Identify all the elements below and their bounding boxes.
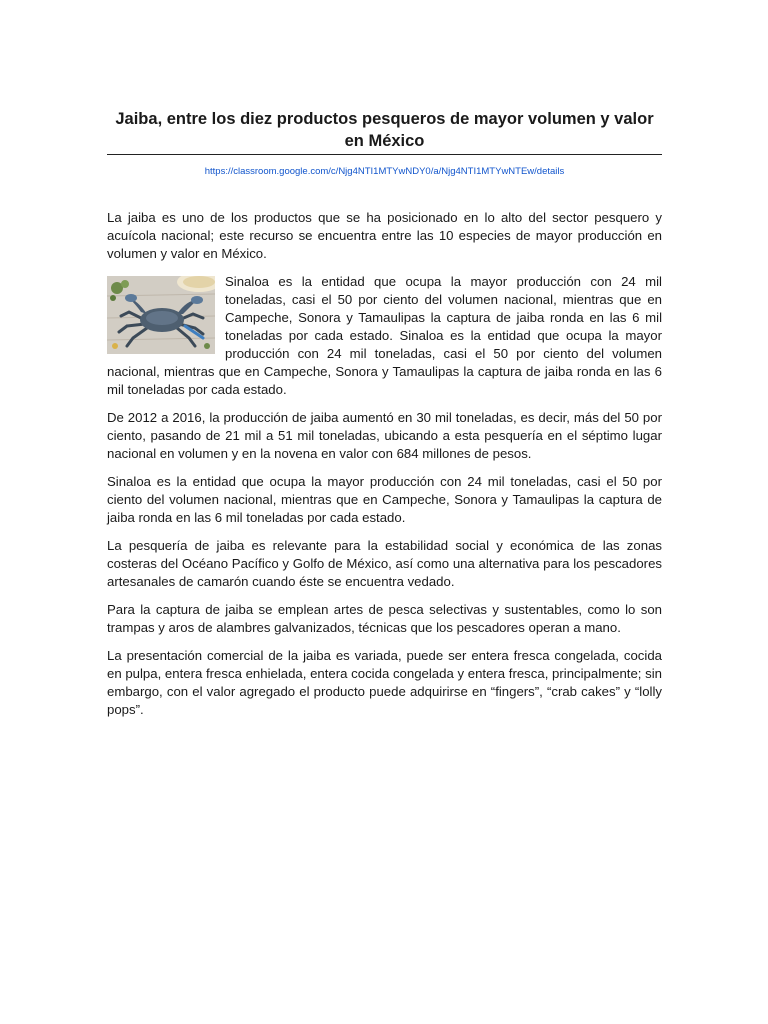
paragraph-1: La jaiba es uno de los productos que se ha posicionado en lo alto del sector pesquero y acuícola nacional; este recurso se encuentra entre las 10 especies de mayor producción en volumen y valor en México. — [107, 210, 662, 261]
paragraph-2: Sinaloa es la entidad que ocupa la mayor producción con 24 mil toneladas, casi el 50 por ciento del volumen nacional, mientras que en Campeche, Sonora y Tamaulipas la captura de jaiba ronda en las 6 mil toneladas por cada estado. Sinaloa es la entidad que ocupa la mayor producción con 24 mil toneladas, casi el 50 por ciento del volumen nacional, mientras que en Campeche, Sonora y Tamaulipas la captura de jaiba ronda en las 6 mil toneladas por cada estado. — [107, 274, 662, 397]
crab-image — [107, 276, 215, 354]
paragraph-6: Para la captura de jaiba se emplean artes de pesca selectivas y sustentables, como lo son trampas y aros de alambres galvanizados, técnicas que los pescadores operan a mano. — [107, 602, 662, 635]
paragraph-4: Sinaloa es la entidad que ocupa la mayor producción con 24 mil toneladas, casi el 50 por ciento del volumen nacional, mientras que en Campeche, Sonora y Tamaulipas la captura de jaiba ronda en las 6 mil toneladas por cada estado. — [107, 474, 662, 525]
paragraph-3: De 2012 a 2016, la producción de jaiba aumentó en 30 mil toneladas, es decir, más del 50 por ciento, pasando de 21 mil a 51 mil toneladas, ubicando a esta pesquería en el séptimo lugar nacional en volumen y en la novena en valor con 684 millones de pesos. — [107, 410, 662, 461]
article-body — [107, 209, 662, 719]
crab-photo — [107, 276, 215, 354]
source-link[interactable]: https://classroom.google.com/c/Njg4NTI1MTYwNDY0/a/Njg4NTI1MTYwNTEw/details — [204, 166, 565, 177]
page-title: Jaiba, entre los diez productos pesqueros de mayor volumen y valor en México — [107, 108, 662, 155]
document-page — [107, 108, 662, 729]
paragraph-7: La presentación comercial de la jaiba es variada, puede ser entera fresca congelada, cocida en pulpa, entera fresca enhielada, entera cocida congelada y entera fresca, principalmente; sin embargo, con el valor agregado el producto puede adquirirse en “fingers”, “crab cakes” y “lolly pops”. — [107, 648, 662, 717]
paragraph-5: La pesquería de jaiba es relevante para la estabilidad social y económica de las zonas costeras del Océano Pacífico y Golfo de México, así como una alternativa para los pescadores artesanales de camarón cuando éste se encuentra vedado. — [107, 538, 662, 589]
